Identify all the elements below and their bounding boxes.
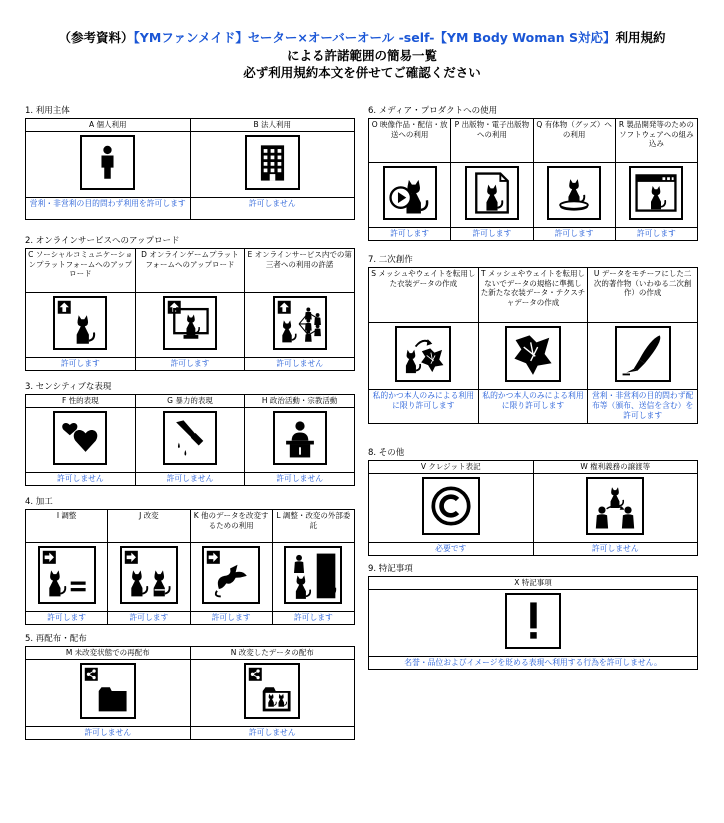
header-suffix: 利用規約 <box>615 30 666 45</box>
item-result: 営利・非営利の目的問わず配布等（頒布、送信を含む）を許可します <box>588 390 698 424</box>
item-label: R 製品開発等のためのソフトウェアへの組み込み <box>615 119 697 163</box>
item-label: U データをモチーフにした二次的著作物（いわゆる二次創作）の作成 <box>588 268 698 323</box>
section-modify <box>25 497 355 625</box>
speaker-podium-icon <box>273 411 327 465</box>
section-title: 9. 特記事項 <box>368 564 413 574</box>
section-title: 7. 二次創作 <box>368 255 413 265</box>
item-result: 許可します <box>135 358 245 371</box>
modify-icon <box>120 546 178 604</box>
item-label: Q 有体物（グッズ）への利用 <box>533 119 615 163</box>
hearts-icon <box>53 411 107 465</box>
redistribute-folder-icon <box>80 663 136 719</box>
figure-goods-icon <box>547 166 601 220</box>
permission-table <box>368 118 698 241</box>
section-title: 2. オンラインサービスへのアップロード <box>25 236 180 246</box>
upload-game-icon <box>163 296 217 350</box>
item-result: 許可しません <box>190 726 355 739</box>
item-label: K 他のデータを改変するための利用 <box>190 510 272 543</box>
item-result: 許可しません <box>190 197 355 219</box>
item-result: 許可します <box>26 612 108 625</box>
item-result: 許可します <box>451 228 533 241</box>
section-title: 6. メディア・プロダクトへの使用 <box>368 106 498 116</box>
header-product-title: 【YMファンメイド】セーター×オーバーオール -self-【YM Body Woman S対応】 <box>133 30 616 45</box>
section-title: 1. 利用主体 <box>25 106 70 116</box>
permission-table <box>25 394 355 486</box>
section-redistribution <box>25 634 355 740</box>
item-result: 許可します <box>272 612 354 625</box>
section-title: 3. センシティブな表現 <box>25 382 112 392</box>
item-label: N 改変したデータの配布 <box>190 647 355 660</box>
section-special <box>368 564 698 670</box>
section-sensitive <box>25 382 355 486</box>
item-result: 許可します <box>533 228 615 241</box>
item-result: 必要です <box>369 542 534 555</box>
item-label: B 法人利用 <box>190 119 355 132</box>
permission-table <box>368 267 698 424</box>
section-title: 4. 加工 <box>25 497 53 507</box>
item-label: A 個人利用 <box>26 119 191 132</box>
header-line-2: による許諾範囲の簡易一覧 <box>286 48 437 63</box>
cloth-transfer-icon <box>395 326 451 382</box>
item-label: M 未改変状態での再配布 <box>26 647 191 660</box>
item-label: E オンラインサービス内での第三者への利用の許諾 <box>245 249 355 293</box>
item-result: 許可しません <box>26 726 191 739</box>
item-result: 営利・非営利の目的問わず利用を許可します <box>26 197 191 219</box>
section-derivative <box>368 255 698 424</box>
item-label: P 出版物・電子出版物への利用 <box>451 119 533 163</box>
section-title: 8. その他 <box>368 448 405 458</box>
item-label: F 性的表現 <box>26 395 136 408</box>
header-prefix: （参考資料） <box>58 30 134 45</box>
section-other <box>368 448 698 556</box>
permission-table <box>368 576 698 670</box>
transfer-rights-icon <box>586 477 644 535</box>
adjust-icon <box>38 546 96 604</box>
cloth-icon <box>505 326 561 382</box>
item-result: 許可します <box>26 358 136 371</box>
item-result: 許可しません <box>245 358 355 371</box>
item-label: G 暴力的表現 <box>135 395 245 408</box>
item-label: W 権利義務の譲渡等 <box>533 461 698 474</box>
permission-table <box>25 509 355 625</box>
item-label: J 改変 <box>108 510 190 543</box>
item-result: 許可しません <box>245 472 355 485</box>
person-icon <box>80 135 135 190</box>
section-title: 5. 再配布・配布 <box>25 634 87 644</box>
item-label: D オンラインゲームプラットフォームへのアップロード <box>135 249 245 293</box>
item-result: 許可します <box>190 612 272 625</box>
permission-table <box>25 248 355 371</box>
copyright-icon <box>422 477 480 535</box>
item-label: S メッシュやウェイトを転用した衣装データの作成 <box>369 268 479 323</box>
item-label: H 政治活動・宗教活動 <box>245 395 355 408</box>
section-usage <box>25 106 355 220</box>
item-label: X 特記事項 <box>369 577 698 590</box>
software-window-icon <box>629 166 683 220</box>
video-play-icon <box>383 166 437 220</box>
share-network-icon <box>273 296 327 350</box>
item-result: 許可しません <box>26 472 136 485</box>
item-label: C ソーシャルコミュニケーションプラットフォームへのアップロード <box>26 249 136 293</box>
item-result: 許可しません <box>135 472 245 485</box>
upload-social-icon <box>53 296 107 350</box>
building-icon <box>245 135 300 190</box>
item-result: 許可します <box>108 612 190 625</box>
exclamation-icon <box>505 593 561 649</box>
document-header <box>0 28 724 81</box>
permission-table <box>368 460 698 556</box>
item-result: 許可します <box>369 228 451 241</box>
item-label: V クレジット表記 <box>369 461 534 474</box>
permission-table <box>25 118 355 220</box>
header-line-1 <box>0 28 724 47</box>
pen-nib-icon <box>615 326 671 382</box>
item-label: O 映像作品・配信・放送への利用 <box>369 119 451 163</box>
item-result: 私的かつ本人のみによる利用に限り許可します <box>369 390 479 424</box>
section-media <box>368 106 698 241</box>
use-for-other-data-icon <box>202 546 260 604</box>
section-upload <box>25 236 355 371</box>
item-result: 私的かつ本人のみによる利用に限り許可します <box>478 390 588 424</box>
item-result: 許可しません <box>533 542 698 555</box>
item-result: 許可します <box>615 228 697 241</box>
item-label: T メッシュやウェイトを転用しないでデータの規格に準拠した新たな衣装データ・テクスチャデータの作成 <box>478 268 588 323</box>
item-result: 名誉・品位およびイメージを貶める表現へ利用する行為を許可しません。 <box>369 656 698 669</box>
item-label: L 調整・改変の外部委託 <box>272 510 354 543</box>
distribute-modified-icon <box>244 663 300 719</box>
knife-icon <box>163 411 217 465</box>
header-line-3: 必ず利用規約本文を併せてご確認ください <box>243 65 481 80</box>
permission-table <box>25 646 355 740</box>
item-label: I 調整 <box>26 510 108 543</box>
publication-icon <box>465 166 519 220</box>
outsource-icon <box>284 546 342 604</box>
